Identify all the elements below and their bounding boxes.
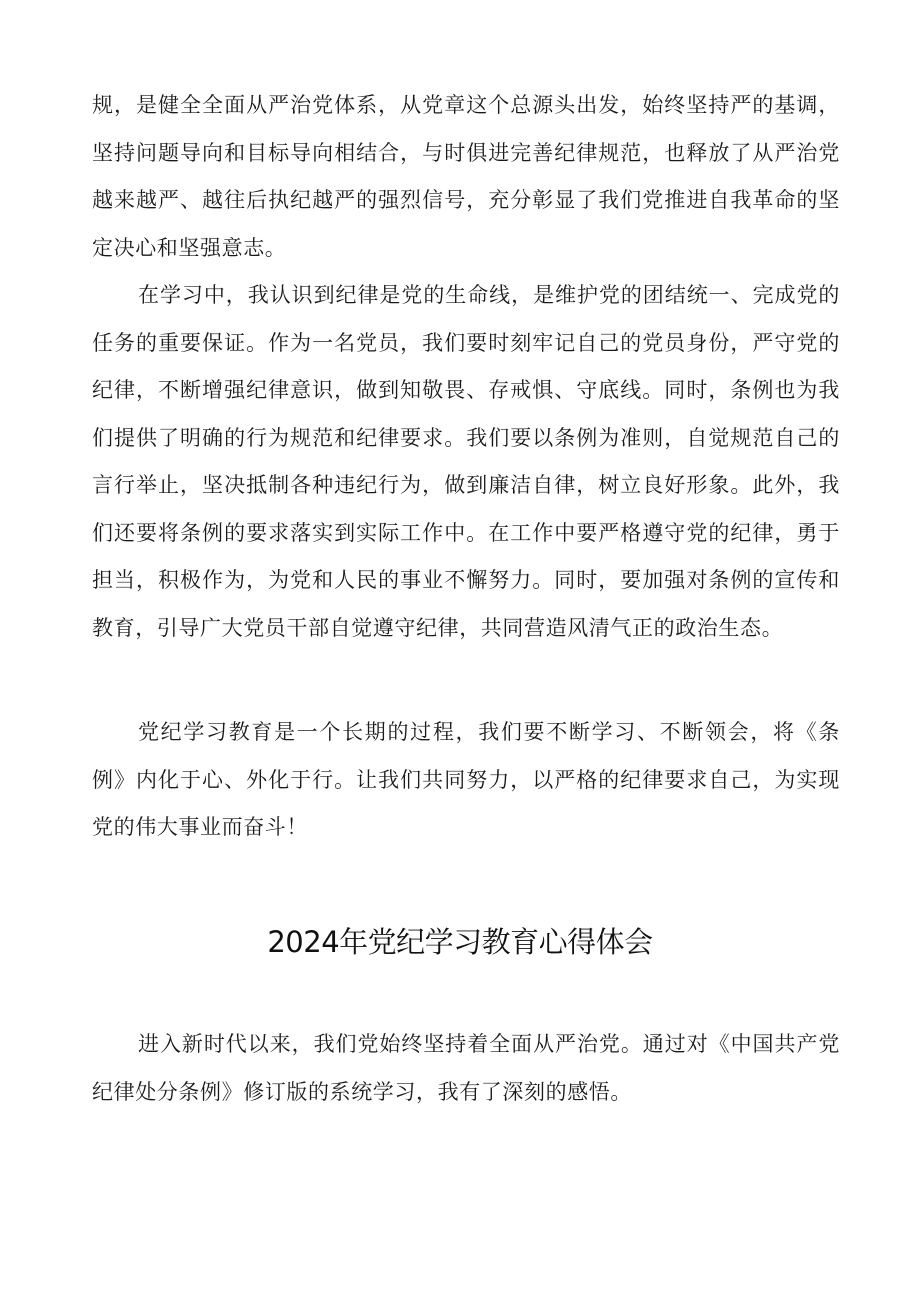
paragraph-new-era-intro: 进入新时代以来，我们党始终坚持着全面从严治党。通过对《中国共产党纪律处分条例》修订版的系统学习，我有了深刻的感悟。 <box>92 1032 840 1104</box>
section-title: 2024年党纪学习教育心得体会 <box>267 925 653 959</box>
paragraph-continuation: 规，是健全全面从严治党体系，从党章这个总源头出发，始终坚持严的基调，坚持问题导向和目标导向相结合，与时俱进完善纪律规范，也释放了从严治党越来越严、越往后执纪越严的强烈信号，充分彰显了我们党推进自我革命的坚定决心和坚强意志。 <box>92 93 840 260</box>
paragraph-long-term-process: 党纪学习教育是一个长期的过程，我们要不断学习、不断领会，将《条例》内化于心、外化于行。让我们共同努力，以严格的纪律要求自己，为实现党的伟大事业而奋斗！ <box>92 720 840 839</box>
paragraph-discipline-lifeline: 在学习中，我认识到纪律是党的生命线，是维护党的团结统一、完成党的任务的重要保证。作为一名党员，我们要时刻牢记自己的党员身份，严守党的纪律，不断增强纪律意识，做到知敬畏、存戒惧、守底线。同时，条例也为我们提供了明确的行为规范和纪律要求。我们要以条例为准则，自觉规范自己的言行举止，坚决抵制各种违纪行为，做到廉洁自律，树立良好形象。此外，我们还要将条例的要求落实到实际工作中。在工作中要严格遵守党的纪律，勇于担当，积极作为，为党和人民的事业不懈努力。同时，要加强对条例的宣传和教育，引导广大党员干部自觉遵守纪律，共同营造风清气正的政治生态。 <box>92 283 840 640</box>
